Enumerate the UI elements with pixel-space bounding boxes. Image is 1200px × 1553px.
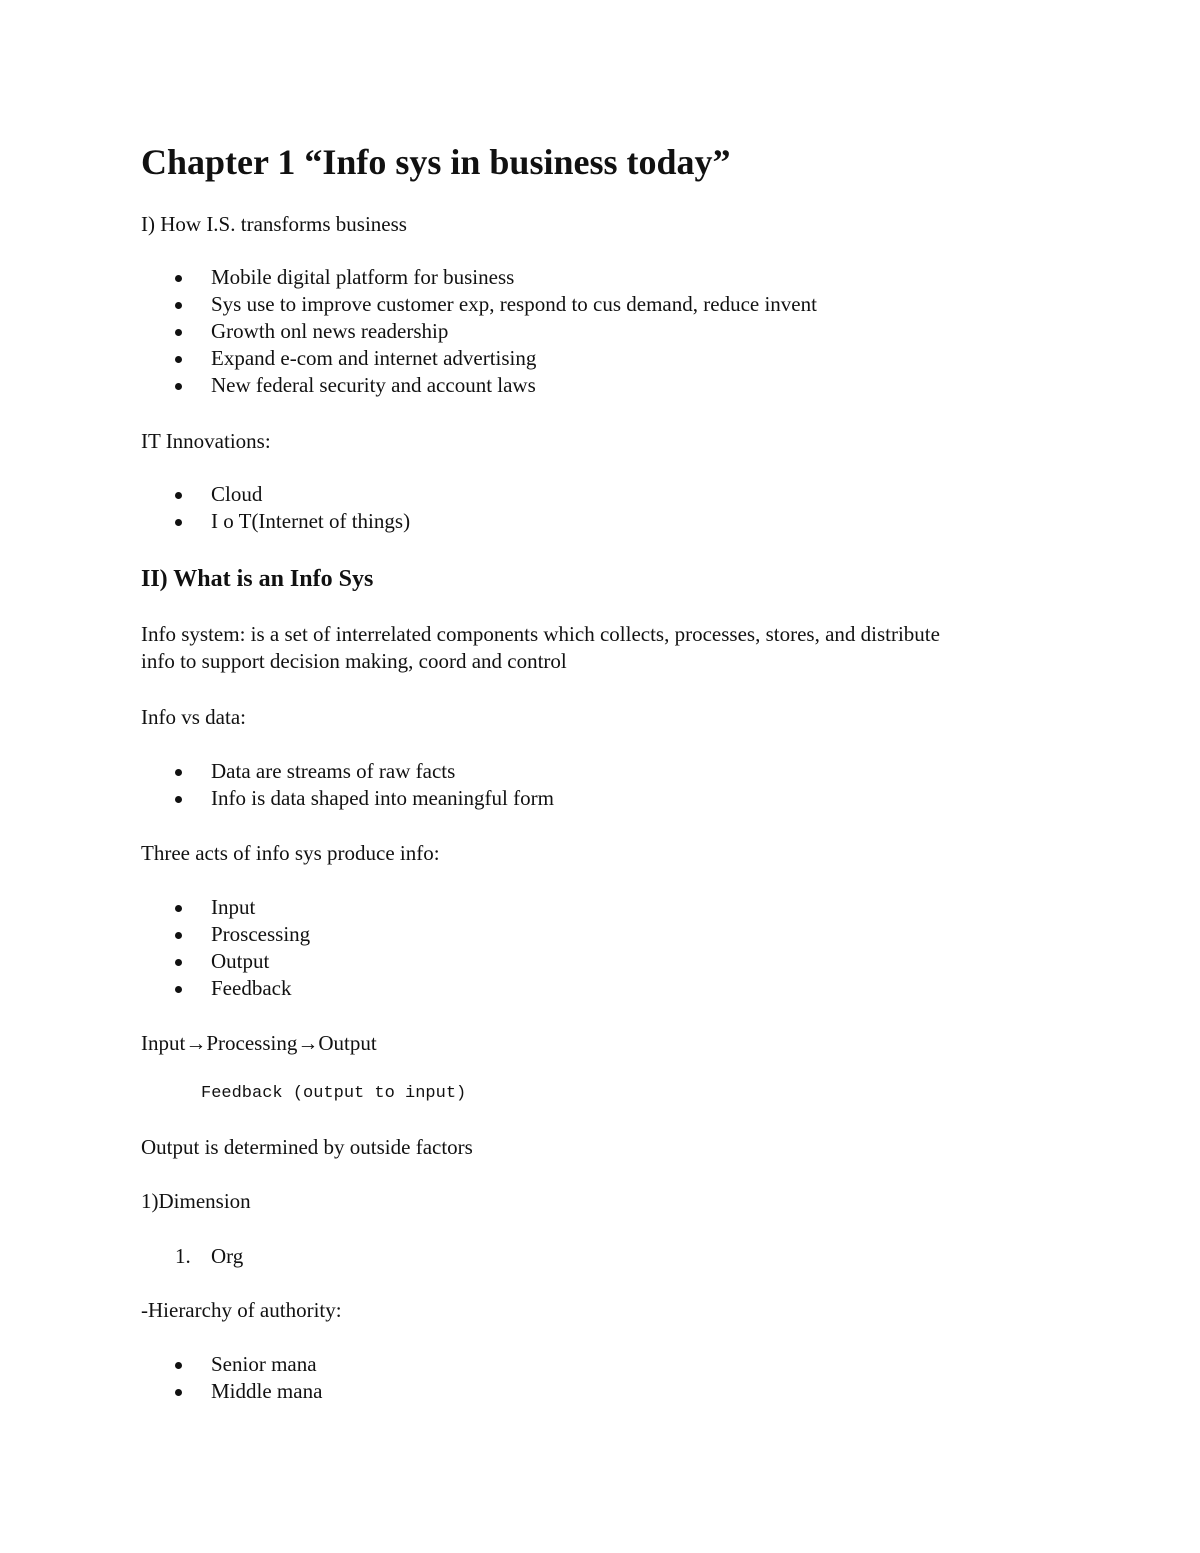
flow-line: Input→Processing→Output [141,1031,377,1055]
bullet-icon [175,932,182,939]
list-item: Input [141,894,310,921]
list-item: I o T(Internet of things) [141,508,410,535]
definition-line-1: Info system: is a set of interrelated components which collects, processes, stores, and distribute [141,622,940,646]
list-item: New federal security and account laws [141,372,817,399]
page-title: Chapter 1 “Info sys in business today” [141,142,731,182]
bullet-icon [175,769,182,776]
list-item: Feedback [141,975,310,1002]
three-acts-list [141,894,310,1002]
output-note: Output is determined by outside factors [141,1135,473,1159]
bullet-icon [175,383,182,390]
list-item: Senior mana [141,1351,322,1378]
list-item: Data are streams of raw facts [141,758,554,785]
transform-list [141,264,817,399]
bullet-icon [175,519,182,526]
list-item: Mobile digital platform for business [141,264,817,291]
list-item: Sys use to improve customer exp, respond to cus demand, reduce invent [141,291,817,318]
bullet-icon [175,1362,182,1369]
section-heading-how-is-transforms: I) How I.S. transforms business [141,212,407,236]
hierarchy-heading: -Hierarchy of authority: [141,1298,342,1322]
bullet-icon [175,329,182,336]
bullet-icon [175,492,182,499]
bullet-icon [175,1389,182,1396]
bullet-icon [175,302,182,309]
list-item: Info is data shaped into meaningful form [141,785,554,812]
innovations-list [141,481,410,535]
info-vs-data-list [141,758,554,812]
definition-line-2: info to support decision making, coord and control [141,649,567,673]
list-item: Growth onl news readership [141,318,817,345]
list-item: Proscessing [141,921,310,948]
bullet-icon [175,275,182,282]
three-acts-heading: Three acts of info sys produce info: [141,841,440,865]
it-innovations-heading: IT Innovations: [141,429,271,453]
feedback-note: Feedback (output to input) [201,1084,467,1103]
dimension-heading: 1)Dimension [141,1189,251,1213]
section-heading-what-is-info-sys: II) What is an Info Sys [141,566,374,592]
list-item: Output [141,948,310,975]
list-item: 1. Org [175,1244,244,1268]
dimension-list [141,1243,243,1270]
hierarchy-list [141,1351,322,1405]
list-item: Expand e-com and internet advertising [141,345,817,372]
bullet-icon [175,796,182,803]
bullet-icon [175,986,182,993]
bullet-icon [175,356,182,363]
list-item: Cloud [141,481,410,508]
info-vs-data-heading: Info vs data: [141,705,246,729]
bullet-icon [175,959,182,966]
bullet-icon [175,905,182,912]
list-item: Middle mana [141,1378,322,1405]
